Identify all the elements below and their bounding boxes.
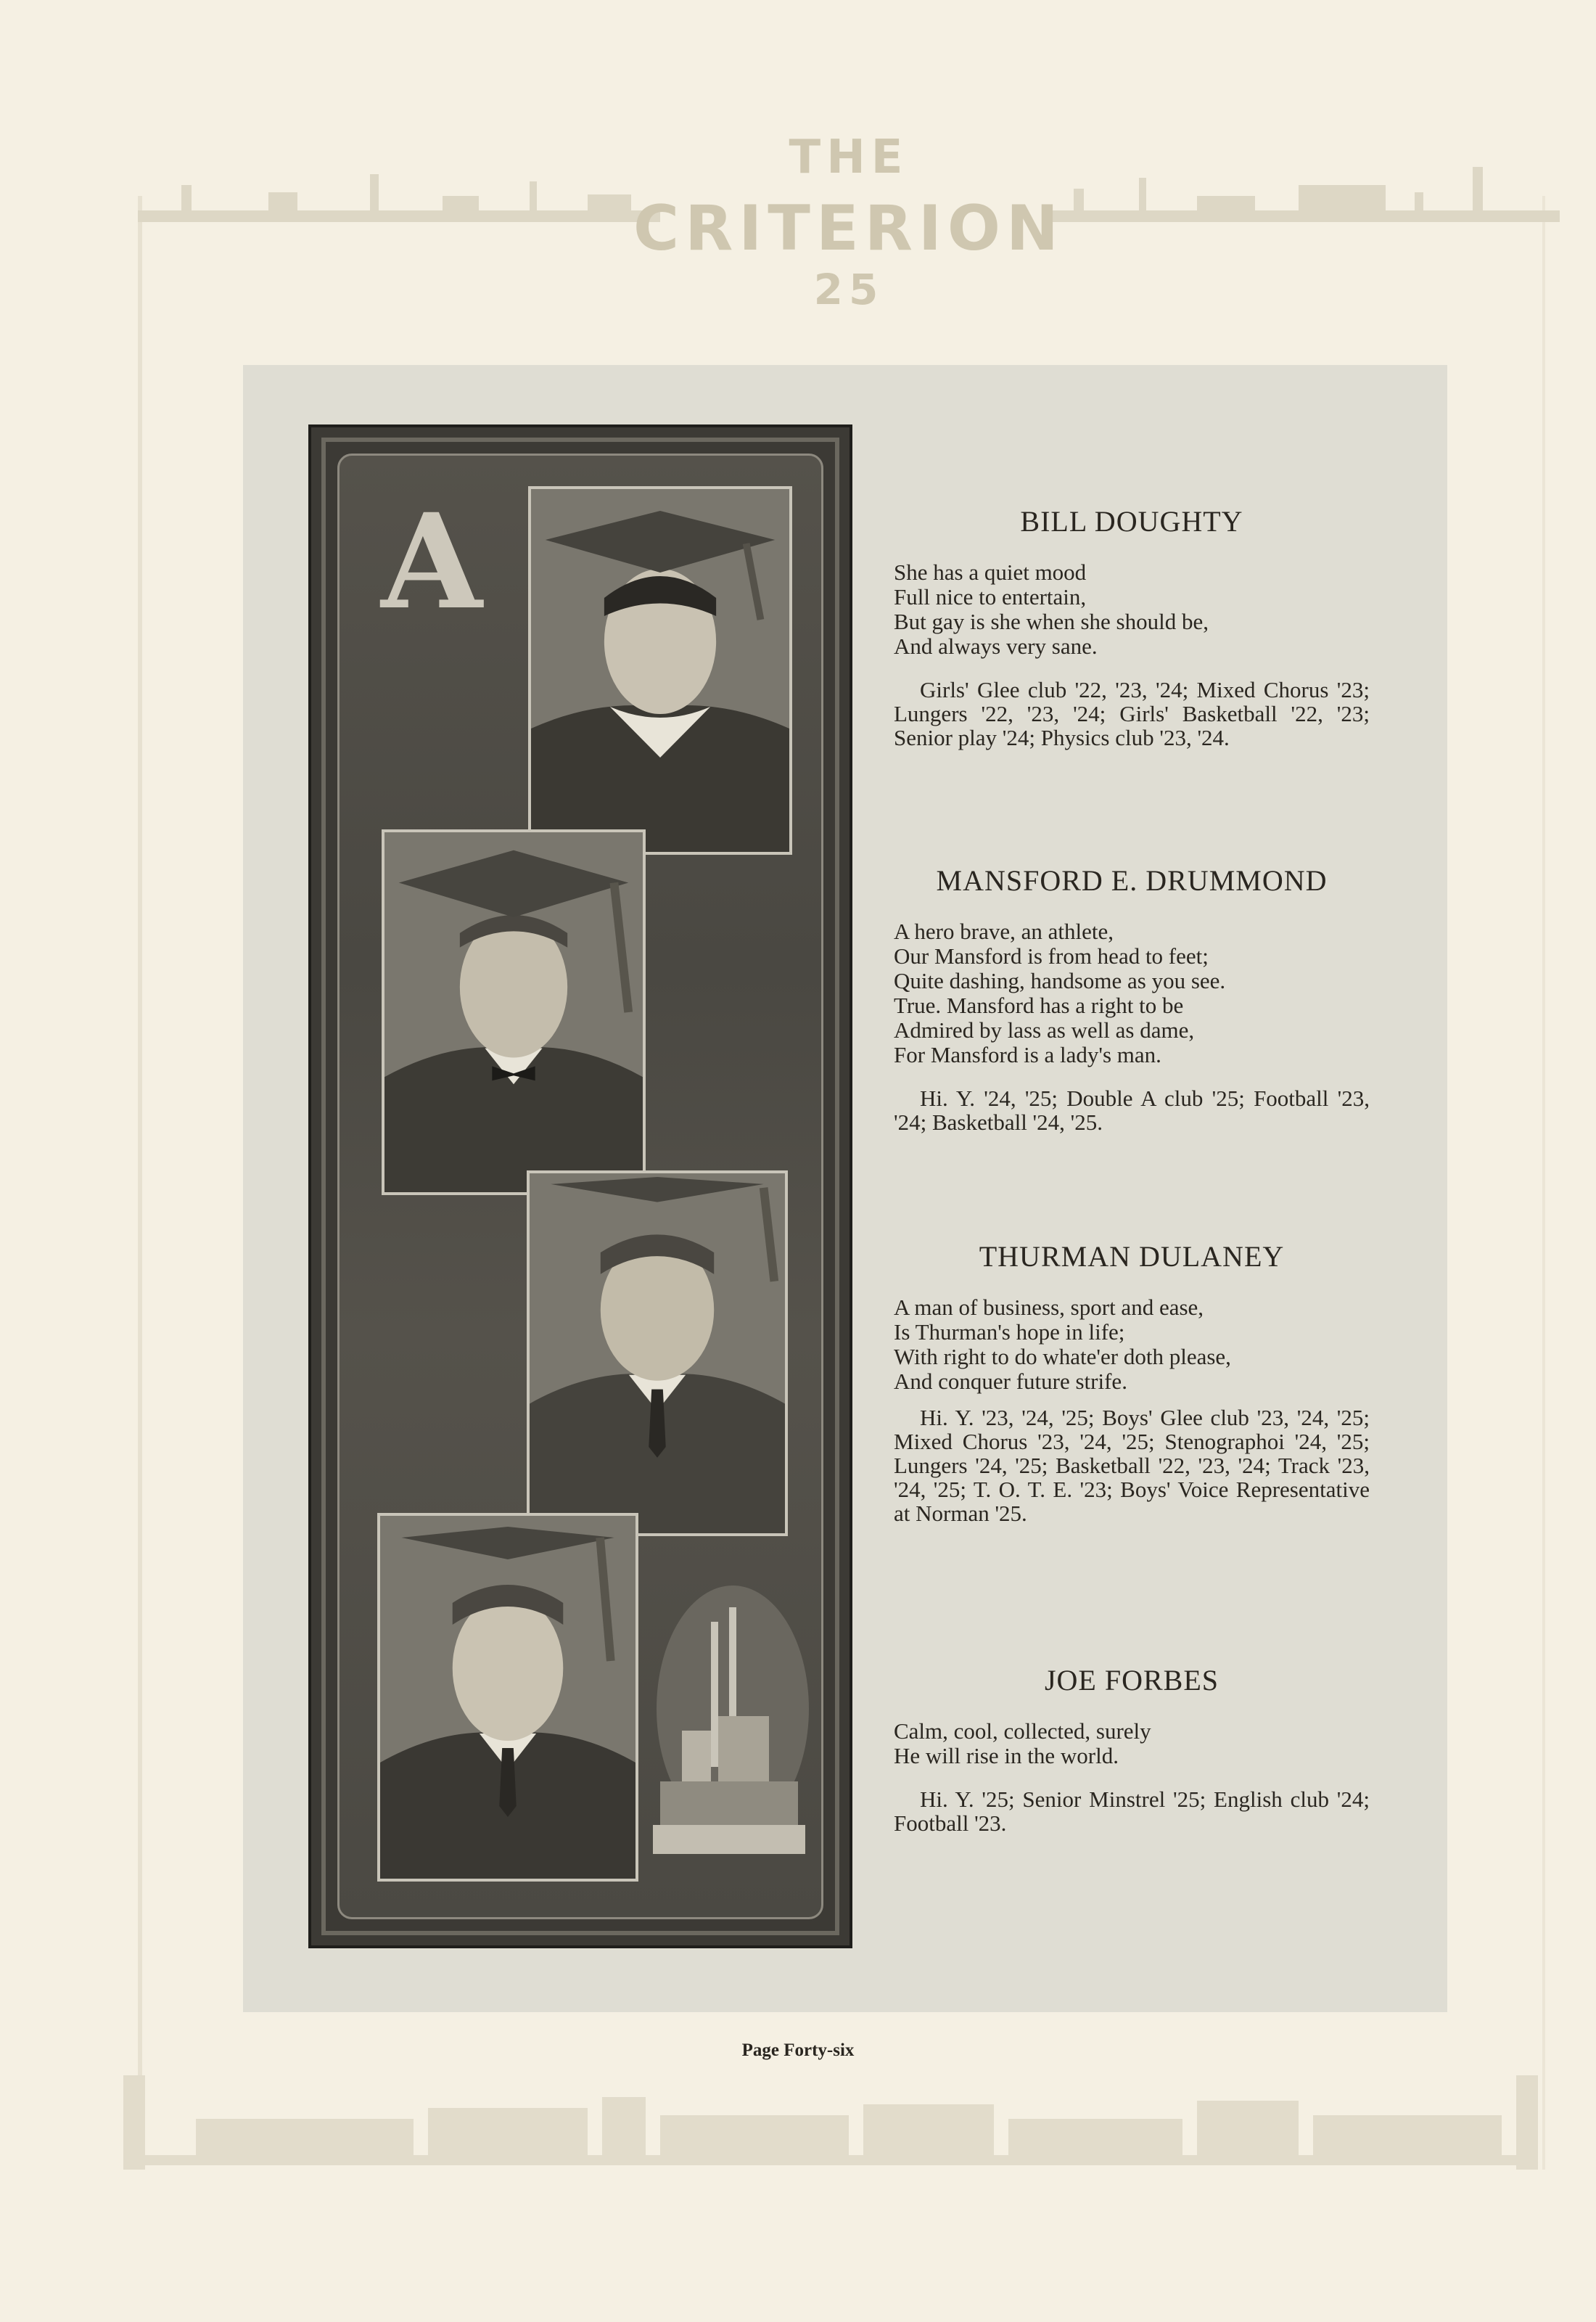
verse-line: Is Thurman's hope in life; — [894, 1319, 1125, 1345]
verse-line: Calm, cool, collected, surely — [894, 1718, 1151, 1744]
senior-entry — [894, 1663, 1370, 1835]
verse — [894, 1295, 1370, 1394]
footer-skyline — [123, 2075, 1545, 2177]
activities: Girls' Glee club '22, '23, '24; Mixed Chorus '23; Lungers '22, '23, '24; Girls' Basketball '22, '23; Senior play '24; Physics club '23, '24. — [894, 677, 1370, 750]
verse — [894, 1719, 1370, 1768]
verse-line: He will rise in the world. — [894, 1743, 1119, 1768]
portrait-photo — [527, 1170, 788, 1536]
portrait-photo — [382, 829, 646, 1195]
verse-line: And always very sane. — [894, 633, 1098, 659]
portrait-photo — [377, 1513, 638, 1882]
verse-line: Admired by lass as well as dame, — [894, 1017, 1195, 1043]
verse-line: Full nice to entertain, — [894, 584, 1087, 610]
verse-line: But gay is she when she should be, — [894, 609, 1209, 634]
senior-entry — [894, 1239, 1370, 1525]
verse-line: Quite dashing, handsome as you see. — [894, 968, 1226, 993]
verse-line: She has a quiet mood — [894, 559, 1087, 585]
header-year: 25 — [813, 265, 884, 314]
senior-entry — [894, 504, 1370, 750]
header-title: CRITERION — [633, 192, 1065, 265]
header-the: THE — [789, 131, 909, 184]
page-number: Page Forty-six — [741, 2040, 855, 2060]
portrait-photo — [528, 486, 792, 855]
activities: Hi. Y. '23, '24, '25; Boys' Glee club '23, '24, '25; Mixed Chorus '23, '24, '25; Stenographoi '24, '25; Lungers '24, '25; Basketball '22, '23, '24; Track '23, '24, '25; T. O. T. E. '23; Boys' Voice Representative at Norman '25. — [894, 1405, 1370, 1526]
monogram-letter: A — [381, 485, 482, 639]
factory-vignette — [638, 1542, 813, 1898]
verse-line: A man of business, sport and ease, — [894, 1295, 1204, 1320]
verse-line: True. Mansford has a right to be — [894, 993, 1184, 1018]
verse-line: And conquer future strife. — [894, 1369, 1127, 1394]
student-name: BILL DOUGHTY — [1020, 505, 1243, 538]
verse — [894, 560, 1370, 659]
student-name: THURMAN DULANEY — [979, 1240, 1285, 1273]
verse-line: A hero brave, an athlete, — [894, 919, 1114, 944]
senior-entry — [894, 863, 1370, 1134]
verse-line: With right to do whate'er doth please, — [894, 1344, 1231, 1369]
header-banner — [138, 123, 1560, 319]
activities: Hi. Y. '24, '25; Double A club '25; Football '23, '24; Basketball '24, '25. — [894, 1086, 1370, 1135]
verse-line: Our Mansford is from head to feet; — [894, 943, 1209, 969]
verse — [894, 919, 1370, 1067]
student-name: MANSFORD E. DRUMMOND — [936, 864, 1328, 897]
student-name: JOE FORBES — [1044, 1664, 1219, 1697]
activities: Hi. Y. '25; Senior Minstrel '25; English club '24; Football '23. — [894, 1786, 1370, 1836]
verse-line: For Mansford is a lady's man. — [894, 1042, 1161, 1067]
